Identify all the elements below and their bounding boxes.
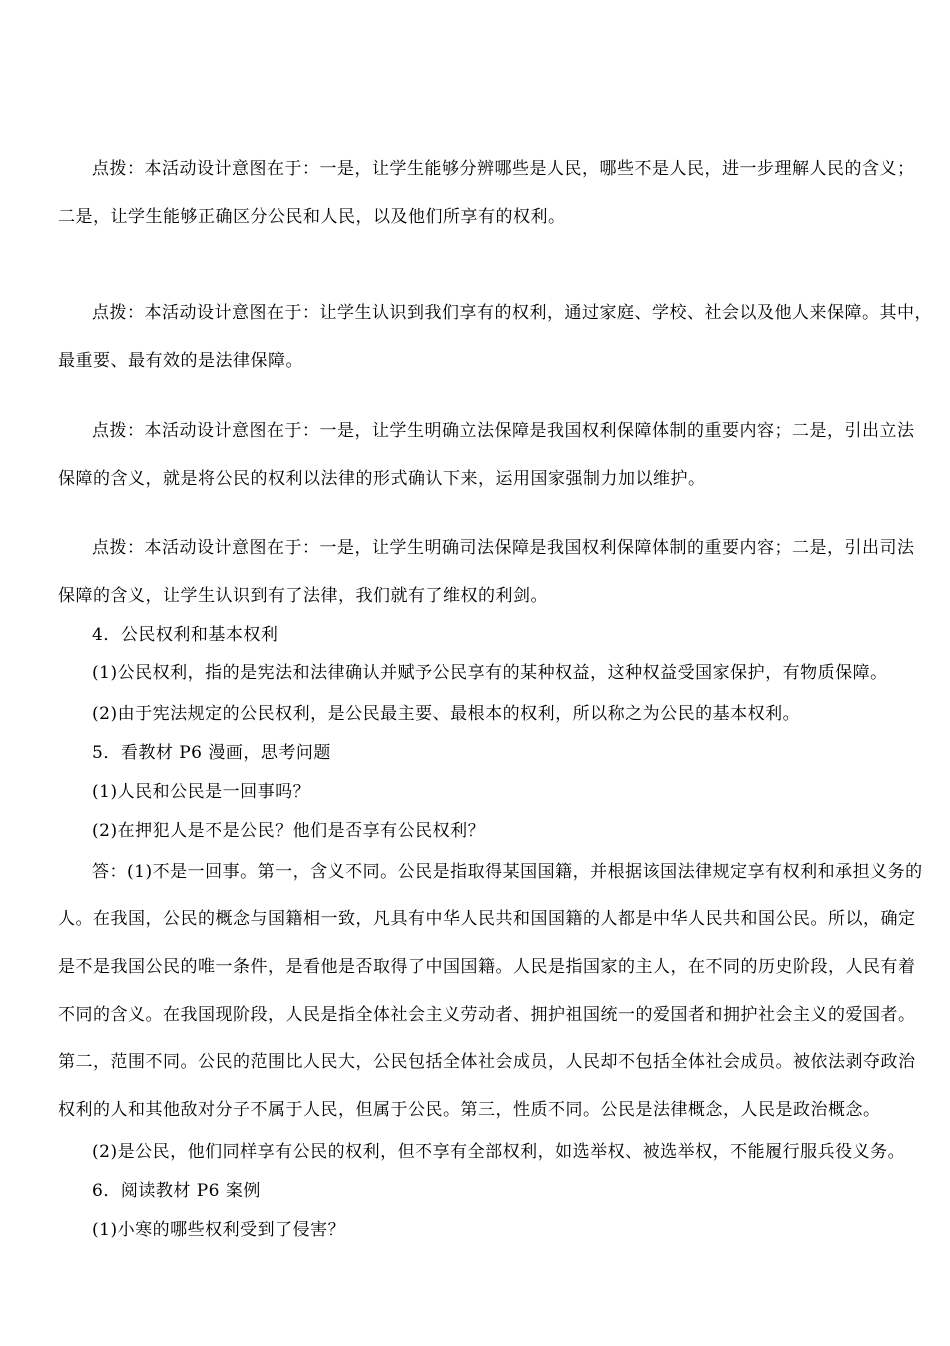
paragraph-line: 保障的含义，让学生认识到有了法律，我们就有了维权的利剑。 (58, 586, 548, 606)
answer-line: 是不是我国公民的唯一条件，是看他是否取得了中国国籍。人民是指国家的主人，在不同的历史阶段，人民有着 (58, 957, 916, 977)
paragraph-line: 点拨：本活动设计意图在于：一是，让学生明确立法保障是我国权利保障体制的重要内容；二是，引出立法 (92, 421, 915, 441)
paragraph-line: 点拨：本活动设计意图在于：让学生认识到我们享有的权利，通过家庭、学校、社会以及他人来保障。其中， (92, 303, 932, 323)
question-line: (1)小寒的哪些权利受到了侵害？ (92, 1220, 346, 1240)
question-line: (2)在押犯人是不是公民？他们是否享有公民权利？ (92, 821, 486, 841)
answer-line: 人。在我国，公民的概念与国籍相一致，凡具有中华人民共和国国籍的人都是中华人民共和国公民。所以，确定 (58, 909, 916, 929)
paragraph-line: (2)由于宪法规定的公民权利，是公民最主要、最根本的权利，所以称之为公民的基本权利。 (92, 704, 801, 724)
section-heading: 4．公民权利和基本权利 (92, 625, 279, 645)
answer-line: (2)是公民，他们同样享有公民的权利，但不享有全部权利，如选举权、被选举权，不能履行服兵役义务。 (92, 1142, 906, 1162)
paragraph-line: 二是，让学生能够正确区分公民和人民，以及他们所享有的权利。 (58, 207, 566, 227)
paragraph-line: 点拨：本活动设计意图在于：一是，让学生明确司法保障是我国权利保障体制的重要内容；二是，引出司法 (92, 538, 915, 558)
section-heading: 5．看教材 P6 漫画，思考问题 (92, 743, 331, 763)
paragraph-line: (1)公民权利，指的是宪法和法律确认并赋予公民享有的某种权益，这种权益受国家保护，有物质保障。 (92, 663, 888, 683)
paragraph-line: 保障的含义，就是将公民的权利以法律的形式确认下来，运用国家强制力加以维护。 (58, 469, 706, 489)
paragraph-line: 最重要、最有效的是法律保障。 (58, 351, 303, 371)
paragraph-line: 点拨：本活动设计意图在于：一是，让学生能够分辨哪些是人民，哪些不是人民，进一步理解人民的含义； (92, 159, 915, 179)
answer-line: 答：(1)不是一回事。第一，含义不同。公民是指取得某国国籍，并根据该国法律规定享有权利和承担义务的 (92, 862, 923, 882)
question-line: (1)人民和公民是一回事吗？ (92, 782, 311, 802)
answer-line: 权利的人和其他敌对分子不属于人民，但属于公民。第三，性质不同。公民是法律概念，人民是政治概念。 (58, 1100, 881, 1120)
section-heading: 6．阅读教材 P6 案例 (92, 1181, 261, 1201)
answer-line: 不同的含义。在我国现阶段，人民是指全体社会主义劳动者、拥护祖国统一的爱国者和拥护社会主义的爱国者。 (58, 1005, 916, 1025)
answer-line: 第二，范围不同。公民的范围比人民大，公民包括全体社会成员，人民却不包括全体社会成员。被依法剥夺政治 (58, 1052, 916, 1072)
